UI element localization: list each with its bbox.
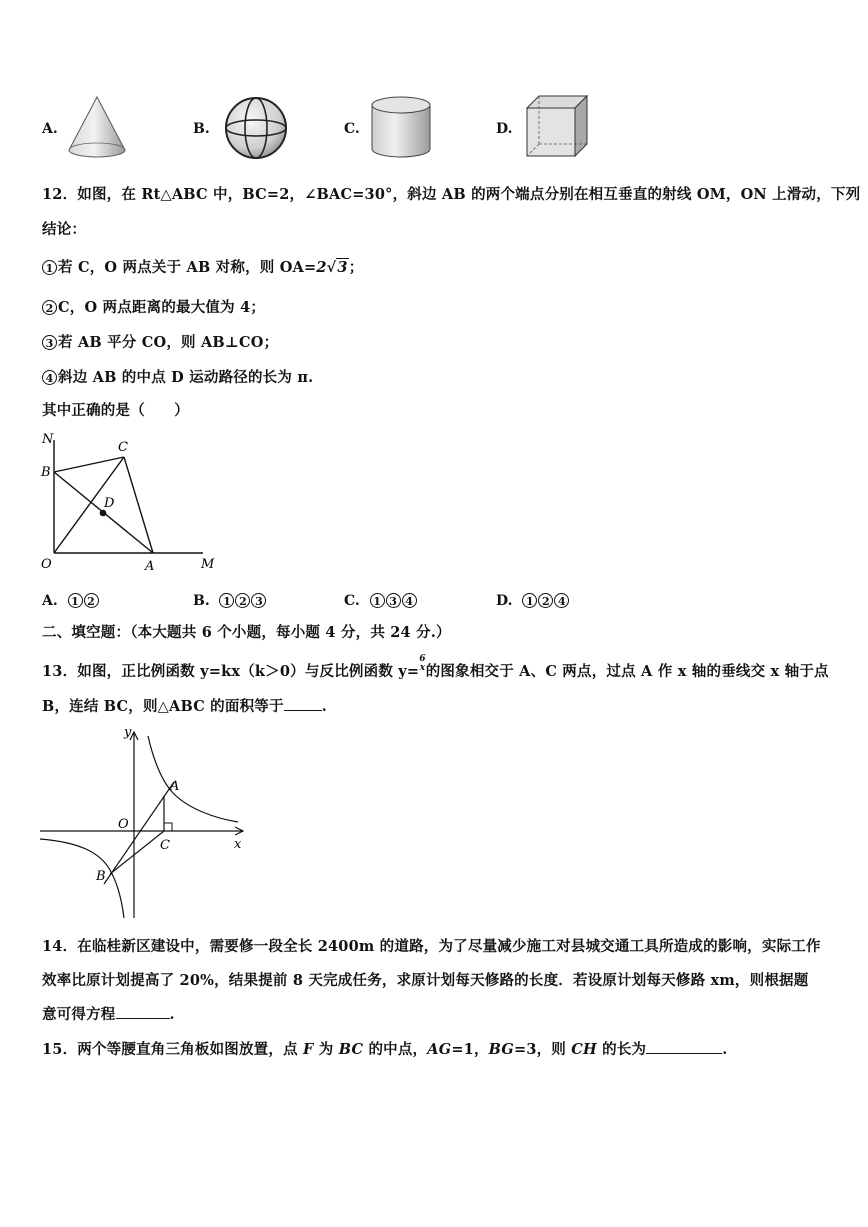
label-C: C — [118, 440, 128, 455]
q12-line2: 结论： — [42, 221, 87, 238]
q15-text: 15．两个等腰直角三角板如图放置，点 — [42, 1041, 304, 1058]
q12-option-d — [496, 593, 570, 609]
circle-number: 1 — [219, 593, 234, 608]
option-letter: A. — [42, 593, 58, 609]
q14-line3-text: 意可得方程 — [42, 1006, 116, 1023]
var-BG: BG — [488, 1041, 514, 1058]
q15-text: 的长为 — [596, 1041, 647, 1058]
q15-line — [42, 1038, 728, 1059]
q13-line1-pre: 13．如图，正比例函数 y=kx（k＞0）与反比例函数 y= — [42, 662, 420, 680]
var-AG: AG — [427, 1041, 452, 1058]
circle-number-3: 3 — [42, 335, 57, 350]
q13-line1-post: 的图象相交于 A、C 两点，过点 A 作 x 轴的垂线交 x 轴于点 — [425, 662, 829, 680]
circle-number: 1 — [68, 593, 83, 608]
section-2-heading: 二、填空题：（本大题共 6 个小题，每小题 4 分，共 24 分.） — [42, 624, 451, 641]
option-c-label: C. — [344, 121, 360, 137]
option-letter: C. — [344, 593, 360, 609]
q12-statement-2 — [42, 296, 265, 317]
circle-number: 2 — [538, 593, 553, 608]
q14-line3 — [42, 1003, 175, 1024]
var-BC: BC — [338, 1041, 364, 1058]
label-y: y — [124, 725, 132, 740]
q15-text: 为 — [313, 1041, 339, 1058]
q14-line1: 14．在临桂新区建设中，需要修一段全长 2400m 的道路，为了尽量减少施工对县城交通工具所造成的影响，实际工作 — [42, 938, 821, 955]
label-O: O — [41, 557, 52, 572]
option-d-label: D. — [496, 121, 513, 137]
q13-line1 — [42, 655, 829, 681]
q12-s3-text: 若 AB 平分 CO，则 AB⊥CO； — [58, 334, 279, 351]
answer-blank[interactable] — [284, 710, 322, 711]
label-A: A — [170, 779, 180, 794]
q12-s1-text: 若 C，O 两点关于 AB 对称，则 OA= — [58, 259, 317, 276]
label-O: O — [118, 817, 129, 832]
sqrt-radicand: 3 — [337, 259, 348, 276]
option-letter: B. — [193, 593, 210, 609]
q12-s4-text: 斜边 AB 的中点 D 运动路径的长为 π. — [58, 369, 314, 386]
answer-blank[interactable] — [646, 1053, 722, 1054]
cylinder-figure — [369, 95, 433, 161]
label-C: C — [160, 838, 170, 853]
cone-figure — [66, 95, 128, 159]
label-D: D — [104, 496, 115, 511]
answer-blank[interactable] — [116, 1018, 170, 1019]
option-letter: D. — [496, 593, 513, 609]
label-B: B — [41, 465, 51, 480]
q12-s2-text: C，O 两点距离的最大值为 4； — [58, 299, 266, 316]
label-x: x — [234, 837, 242, 852]
label-A: A — [145, 559, 155, 574]
q13-line2-end: . — [321, 698, 327, 715]
circle-number: 2 — [84, 593, 99, 608]
sphere-figure — [223, 95, 289, 161]
q15-text: =3，则 — [513, 1041, 572, 1058]
q12-statement-4 — [42, 366, 313, 387]
circle-number-4: 4 — [42, 370, 57, 385]
sqrt-coef: 2 — [316, 259, 327, 276]
q15-text: 的中点， — [363, 1041, 428, 1058]
circle-number: 3 — [251, 593, 266, 608]
circle-number: 4 — [402, 593, 417, 608]
q13-line2 — [42, 695, 327, 716]
q15-text: =1， — [451, 1041, 489, 1058]
q12-option-b — [193, 593, 267, 609]
q14-line2: 效率比原计划提高了 20%，结果提前 8 天完成任务，求原计划每天修路的长度．若设原计划每天修路 xm，则根据题 — [42, 972, 809, 989]
q12-option-a — [42, 593, 100, 609]
option-a-label: A. — [42, 121, 58, 137]
circle-number: 3 — [386, 593, 401, 608]
frac-numerator: 6 — [419, 654, 426, 664]
label-B: B — [96, 869, 106, 884]
q14-line3-end: . — [169, 1006, 175, 1023]
circle-number-2: 2 — [42, 300, 57, 315]
sqrt-expression: 2√3 — [316, 259, 348, 276]
option-b-label: B. — [193, 121, 210, 137]
cube-figure — [524, 93, 590, 159]
q13-graph-figure — [38, 722, 253, 920]
label-M: M — [201, 557, 215, 572]
q12-statement-1 — [42, 256, 363, 277]
circle-number-1: 1 — [42, 260, 57, 275]
circle-number: 1 — [522, 593, 537, 608]
var-CH: CH — [571, 1041, 597, 1058]
q12-geometry-figure — [38, 430, 228, 575]
q12-ask: 其中正确的是（ ） — [42, 402, 189, 419]
q12-statement-3 — [42, 331, 278, 352]
frac-denominator: x — [419, 663, 426, 673]
label-N: N — [42, 432, 54, 447]
q15-end: . — [722, 1041, 728, 1058]
q12-option-c — [344, 593, 418, 609]
q12-line1: 12．如图，在 Rt△ABC 中，BC=2，∠BAC=30°，斜边 AB 的两个端点分别在相互垂直的射线 OM，ON 上滑动，下列 — [42, 186, 861, 203]
q12-s1-post: ； — [348, 259, 364, 276]
circle-number: 4 — [554, 593, 569, 608]
circle-number: 2 — [235, 593, 250, 608]
q13-line2-text: B，连结 BC，则△ABC 的面积等于 — [42, 698, 284, 715]
var-F: F — [303, 1041, 314, 1058]
circle-number: 1 — [370, 593, 385, 608]
